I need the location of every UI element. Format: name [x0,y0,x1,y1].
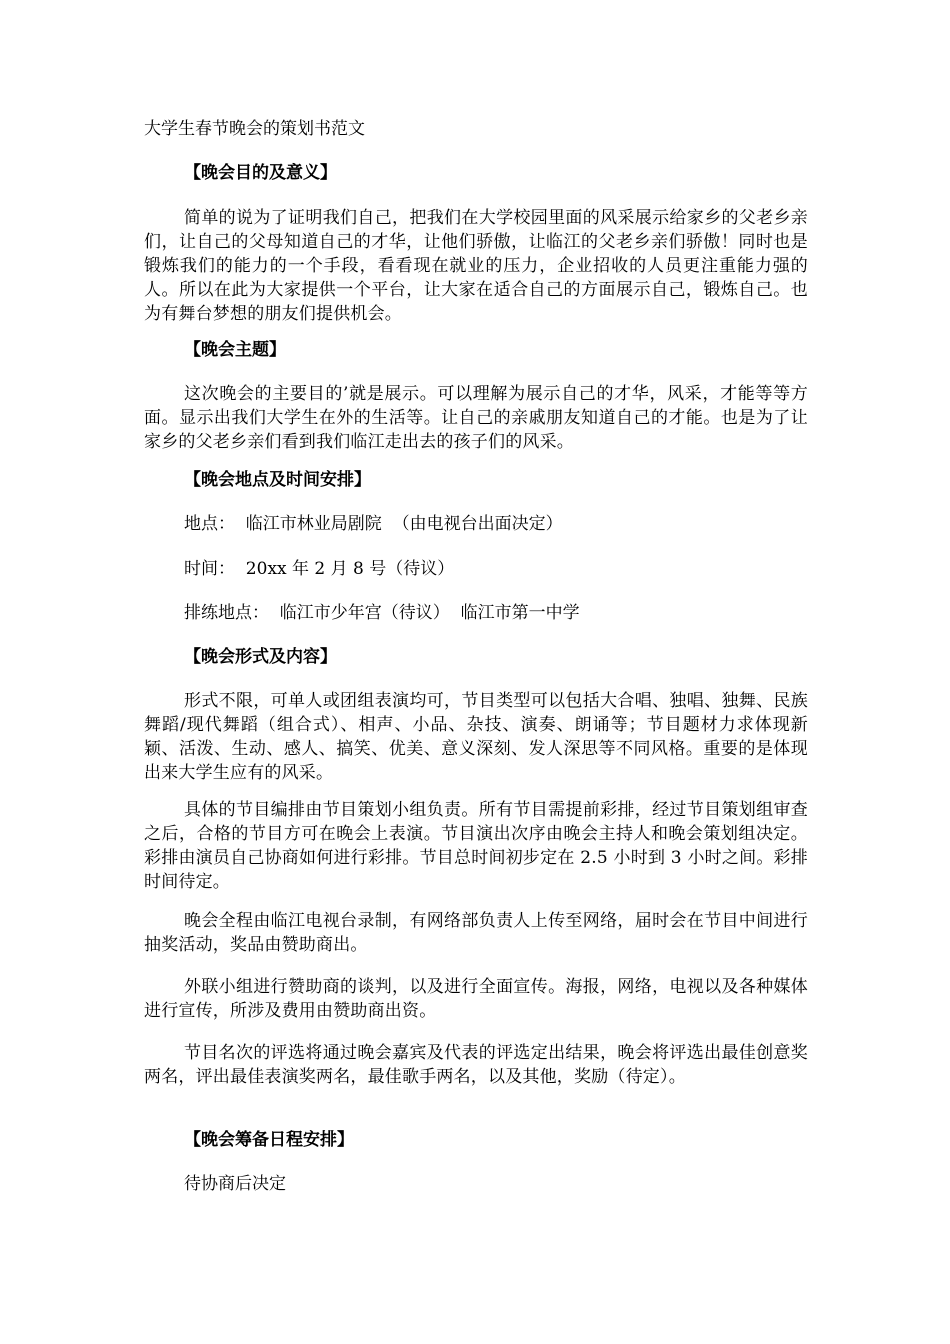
section-heading-schedule: 【晚会筹备日程安排】 [184,1130,354,1150]
paragraph-awards: 节目名次的评选将通过晚会嘉宾及代表的评选定出结果，晚会将评选出最佳创意奖两名，评出最佳表演奖两名，最佳歌手两名，以及其他，奖励（待定）。 [144,1043,808,1087]
date-line: 时间： 20xx 年 2 月 8 号（待议） [184,559,455,579]
section-heading-purpose: 【晚会目的及意义】 [184,163,337,183]
paragraph-recording: 晚会全程由临江电视台录制，有网络部负责人上传至网络，届时会在节目中间进行抽奖活动，奖品由赞助商出。 [144,911,808,955]
venue-line: 地点： 临江市林业局剧院 （由电视台出面决定） [184,514,563,534]
schedule-line: 待协商后决定 [184,1174,286,1194]
section-heading-venue-time: 【晚会地点及时间安排】 [184,470,371,490]
paragraph-sponsorship: 外联小组进行赞助商的谈判，以及进行全面宣传。海报，网络，电视以及各种媒体进行宣传，所涉及费用由赞助商出资。 [144,977,808,1021]
paragraph-theme: 这次晚会的主要目的’就是展示。可以理解为展示自己的才华，风采，才能等等方面。显示出我们大学生在外的生活等。让自己的亲戚朋友知道自己的才能。也是为了让家乡的父老乡亲们看到我们临江走出去的孩子们的风采。 [144,384,808,452]
document-title: 大学生春节晚会的策划书范文 [144,119,365,139]
paragraph-purpose: 简单的说为了证明我们自己，把我们在大学校园里面的风采展示给家乡的父老乡亲们，让自己的父母知道自己的才华，让他们骄傲，让临江的父老乡亲们骄傲！同时也是锻炼我们的能力的一个手段，看看现在就业的压力，企业招收的人员更注重能力强的人。所以在此为大家提供一个平台，让大家在适合自己的方面展示自己，锻炼自己。也为有舞台梦想的朋友们提供机会。 [144,208,808,324]
section-heading-theme: 【晚会主题】 [184,340,286,360]
paragraph-arrangement: 具体的节目编排由节目策划小组负责。所有节目需提前彩排，经过节目策划组审查之后，合格的节目方可在晚会上表演。节目演出次序由晚会主持人和晚会策划组决定。彩排由演员自己协商如何进行彩排。节目总时间初步定在 2.5 小时到 3 小时之间。彩排时间待定。 [144,800,808,892]
rehearsal-venue-line: 排练地点： 临江市少年宫（待议） 临江市第一中学 [184,603,580,623]
section-heading-format-content: 【晚会形式及内容】 [184,647,337,667]
paragraph-format: 形式不限，可单人或团组表演均可，节目类型可以包括大合唱、独唱、独舞、民族舞蹈/现代舞蹈（组合式）、相声、小品、杂技、演奏、朗诵等；节目题材力求体现新颖、活泼、生动、感人、搞笑、优美、意义深刻、发人深思等不同风格。重要的是体现出来大学生应有的风采。 [144,691,808,783]
